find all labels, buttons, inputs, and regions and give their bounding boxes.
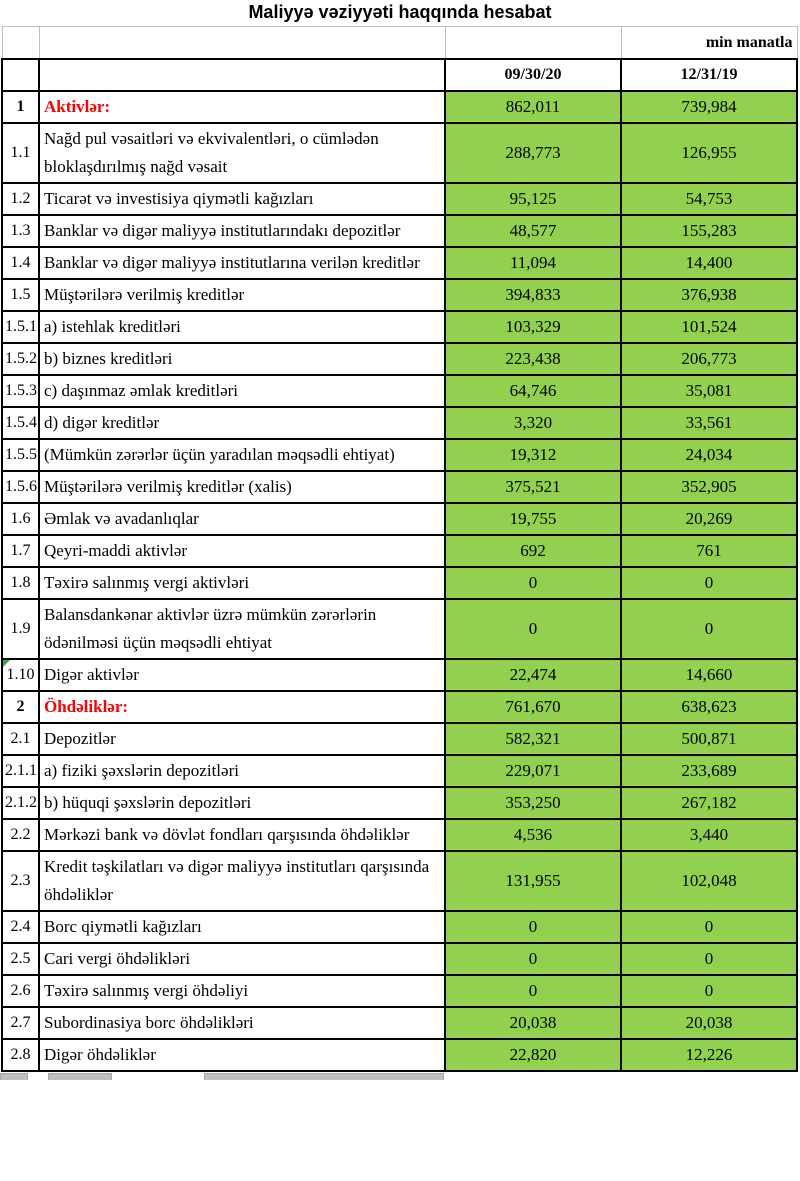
value-cell: 35,081 bbox=[621, 375, 797, 407]
row-label-cell: Əmlak və avadanlıqlar bbox=[39, 503, 445, 535]
row-number-cell: 1.5.4 bbox=[2, 407, 39, 439]
table-row bbox=[2, 91, 797, 123]
row-number-cell: 1.5.2 bbox=[2, 343, 39, 375]
value-cell: 352,905 bbox=[621, 471, 797, 503]
value-cell: 3,440 bbox=[621, 819, 797, 851]
row-number-cell: 1.10 bbox=[2, 659, 39, 691]
value-cell: 288,773 bbox=[445, 123, 621, 183]
value-cell: 155,283 bbox=[621, 215, 797, 247]
value-cell: 0 bbox=[445, 599, 621, 659]
value-cell: 64,746 bbox=[445, 375, 621, 407]
row-label-cell: Aktivlər: bbox=[39, 91, 445, 123]
value-cell: 0 bbox=[445, 943, 621, 975]
table-row bbox=[2, 407, 797, 439]
value-cell: 376,938 bbox=[621, 279, 797, 311]
value-cell: 0 bbox=[445, 911, 621, 943]
value-cell: 0 bbox=[621, 943, 797, 975]
value-cell: 4,536 bbox=[445, 819, 621, 851]
row-number-cell: 1.5.1 bbox=[2, 311, 39, 343]
value-cell: 54,753 bbox=[621, 183, 797, 215]
unit-note: min manatla bbox=[621, 27, 797, 60]
empty-cell bbox=[39, 27, 445, 60]
row-number-cell: 1.7 bbox=[2, 535, 39, 567]
row-label-cell: Mərkəzi bank və dövlət fondları qarşısında öhdəliklər bbox=[39, 819, 445, 851]
table-row bbox=[2, 247, 797, 279]
value-cell: 761,670 bbox=[445, 691, 621, 723]
table-row bbox=[2, 375, 797, 407]
row-number-cell: 2.2 bbox=[2, 819, 39, 851]
table-row bbox=[2, 755, 797, 787]
value-cell: 739,984 bbox=[621, 91, 797, 123]
table-row bbox=[2, 659, 797, 691]
table-row bbox=[2, 851, 797, 911]
row-number-cell: 2.1.1 bbox=[2, 755, 39, 787]
row-label-cell: b) biznes kreditləri bbox=[39, 343, 445, 375]
row-label-cell: (Mümkün zərərlər üçün yaradılan məqsədli ehtiyat) bbox=[39, 439, 445, 471]
row-label-cell: Müştərilərə verilmiş kreditlər bbox=[39, 279, 445, 311]
row-label-cell: Banklar və digər maliyyə institutlarına verilən kreditlər bbox=[39, 247, 445, 279]
value-cell: 233,689 bbox=[621, 755, 797, 787]
value-cell: 103,329 bbox=[445, 311, 621, 343]
cutoff-row-fragment bbox=[48, 1073, 112, 1080]
value-cell: 22,820 bbox=[445, 1039, 621, 1071]
value-cell: 229,071 bbox=[445, 755, 621, 787]
row-label-cell: d) digər kreditlər bbox=[39, 407, 445, 439]
value-cell: 14,400 bbox=[621, 247, 797, 279]
value-cell: 0 bbox=[621, 599, 797, 659]
value-cell: 48,577 bbox=[445, 215, 621, 247]
row-label-cell: Banklar və digər maliyyə institutlarındakı depozitlər bbox=[39, 215, 445, 247]
value-cell: 20,269 bbox=[621, 503, 797, 535]
row-number-cell: 1.5.5 bbox=[2, 439, 39, 471]
row-number-cell: 2.5 bbox=[2, 943, 39, 975]
value-cell: 0 bbox=[621, 975, 797, 1007]
table-row bbox=[2, 1039, 797, 1071]
table-row bbox=[2, 311, 797, 343]
row-label-cell: Kredit təşkilatları və digər maliyyə institutları qarşısında öhdəliklər bbox=[39, 851, 445, 911]
value-cell: 582,321 bbox=[445, 723, 621, 755]
row-label-cell: a) fiziki şəxslərin depozitləri bbox=[39, 755, 445, 787]
table-row bbox=[2, 215, 797, 247]
empty-cell bbox=[445, 27, 621, 60]
row-label-cell: Qeyri-maddi aktivlər bbox=[39, 535, 445, 567]
cutoff-row-fragment bbox=[0, 1073, 28, 1080]
value-cell: 22,474 bbox=[445, 659, 621, 691]
row-number-cell: 2 bbox=[2, 691, 39, 723]
row-label-cell: a) istehlak kreditləri bbox=[39, 311, 445, 343]
value-cell: 353,250 bbox=[445, 787, 621, 819]
value-cell: 33,561 bbox=[621, 407, 797, 439]
table-row bbox=[2, 471, 797, 503]
table-row bbox=[2, 183, 797, 215]
row-label-cell: Müştərilərə verilmiş kreditlər (xalis) bbox=[39, 471, 445, 503]
table-row bbox=[2, 535, 797, 567]
row-number-cell: 2.1 bbox=[2, 723, 39, 755]
value-cell: 394,833 bbox=[445, 279, 621, 311]
table-row bbox=[2, 691, 797, 723]
value-cell: 375,521 bbox=[445, 471, 621, 503]
value-cell: 267,182 bbox=[621, 787, 797, 819]
value-cell: 19,312 bbox=[445, 439, 621, 471]
table-row bbox=[2, 911, 797, 943]
date-column-header: 09/30/20 bbox=[445, 59, 621, 91]
row-number-cell: 1.2 bbox=[2, 183, 39, 215]
row-number-cell: 1.6 bbox=[2, 503, 39, 535]
row-number-cell: 1.1 bbox=[2, 123, 39, 183]
row-number-cell: 1.5 bbox=[2, 279, 39, 311]
financial-table bbox=[1, 26, 798, 1072]
row-number-cell: 1 bbox=[2, 91, 39, 123]
value-cell: 0 bbox=[445, 975, 621, 1007]
table-row bbox=[2, 567, 797, 599]
table-row bbox=[2, 123, 797, 183]
value-cell: 12,226 bbox=[621, 1039, 797, 1071]
row-label-cell: Ticarət və investisiya qiymətli kağızları bbox=[39, 183, 445, 215]
page-title: Maliyyə vəziyyəti haqqında hesabat bbox=[248, 2, 552, 22]
cutoff-next-row bbox=[0, 1073, 800, 1081]
value-cell: 126,955 bbox=[621, 123, 797, 183]
table-row bbox=[2, 439, 797, 471]
value-cell: 0 bbox=[621, 567, 797, 599]
row-label-cell: Cari vergi öhdəlikləri bbox=[39, 943, 445, 975]
value-cell: 24,034 bbox=[621, 439, 797, 471]
table-row bbox=[2, 819, 797, 851]
row-number-cell: 2.3 bbox=[2, 851, 39, 911]
row-label-cell: Nağd pul vəsaitləri və ekvivalentləri, o cümlədən bloklaşdırılmış nağd vəsait bbox=[39, 123, 445, 183]
value-cell: 862,011 bbox=[445, 91, 621, 123]
value-cell: 692 bbox=[445, 535, 621, 567]
row-number-cell: 1.8 bbox=[2, 567, 39, 599]
row-label-cell: Balansdankənar aktivlər üzrə mümkün zərərlərin ödənilməsi üçün məqsədli ehtiyat bbox=[39, 599, 445, 659]
empty-cell bbox=[2, 59, 39, 91]
row-label-cell: c) daşınmaz əmlak kreditləri bbox=[39, 375, 445, 407]
row-number-cell: 1.5.3 bbox=[2, 375, 39, 407]
row-number-cell: 1.9 bbox=[2, 599, 39, 659]
value-cell: 20,038 bbox=[445, 1007, 621, 1039]
row-number-cell: 1.4 bbox=[2, 247, 39, 279]
value-cell: 638,623 bbox=[621, 691, 797, 723]
value-cell: 761 bbox=[621, 535, 797, 567]
value-cell: 11,094 bbox=[445, 247, 621, 279]
value-cell: 500,871 bbox=[621, 723, 797, 755]
value-cell: 102,048 bbox=[621, 851, 797, 911]
table-row bbox=[2, 723, 797, 755]
row-label-cell: Subordinasiya borc öhdəlikləri bbox=[39, 1007, 445, 1039]
value-cell: 131,955 bbox=[445, 851, 621, 911]
table-row bbox=[2, 943, 797, 975]
empty-cell bbox=[2, 27, 39, 60]
table-row bbox=[2, 343, 797, 375]
value-cell: 14,660 bbox=[621, 659, 797, 691]
table-row bbox=[2, 787, 797, 819]
table-body bbox=[2, 27, 797, 1072]
value-cell: 95,125 bbox=[445, 183, 621, 215]
header-row bbox=[2, 59, 797, 91]
value-cell: 223,438 bbox=[445, 343, 621, 375]
corner-marker-icon bbox=[3, 660, 10, 667]
value-cell: 3,320 bbox=[445, 407, 621, 439]
row-label-cell: Öhdəliklər: bbox=[39, 691, 445, 723]
row-number-cell: 2.6 bbox=[2, 975, 39, 1007]
row-number-cell: 1.3 bbox=[2, 215, 39, 247]
row-label-cell: b) hüquqi şəxslərin depozitləri bbox=[39, 787, 445, 819]
table-row bbox=[2, 1007, 797, 1039]
table-row bbox=[2, 975, 797, 1007]
row-label-cell: Təxirə salınmış vergi aktivləri bbox=[39, 567, 445, 599]
table-row bbox=[2, 599, 797, 659]
row-number-cell: 2.7 bbox=[2, 1007, 39, 1039]
date-column-header: 12/31/19 bbox=[621, 59, 797, 91]
row-number-cell: 1.5.6 bbox=[2, 471, 39, 503]
table-row bbox=[2, 279, 797, 311]
value-cell: 101,524 bbox=[621, 311, 797, 343]
header-green-cell bbox=[39, 59, 445, 91]
unit-row bbox=[2, 27, 797, 60]
row-number-cell: 2.8 bbox=[2, 1039, 39, 1071]
cutoff-row-fragment bbox=[204, 1073, 444, 1080]
row-label-cell: Depozitlər bbox=[39, 723, 445, 755]
row-label-cell: Digər öhdəliklər bbox=[39, 1039, 445, 1071]
value-cell: 0 bbox=[621, 911, 797, 943]
value-cell: 0 bbox=[445, 567, 621, 599]
row-label-cell: Təxirə salınmış vergi öhdəliyi bbox=[39, 975, 445, 1007]
table-row bbox=[2, 503, 797, 535]
value-cell: 19,755 bbox=[445, 503, 621, 535]
row-label-cell: Digər aktivlər bbox=[39, 659, 445, 691]
row-label-cell: Borc qiymətli kağızları bbox=[39, 911, 445, 943]
row-number-cell: 2.1.2 bbox=[2, 787, 39, 819]
row-number-cell: 2.4 bbox=[2, 911, 39, 943]
value-cell: 20,038 bbox=[621, 1007, 797, 1039]
value-cell: 206,773 bbox=[621, 343, 797, 375]
